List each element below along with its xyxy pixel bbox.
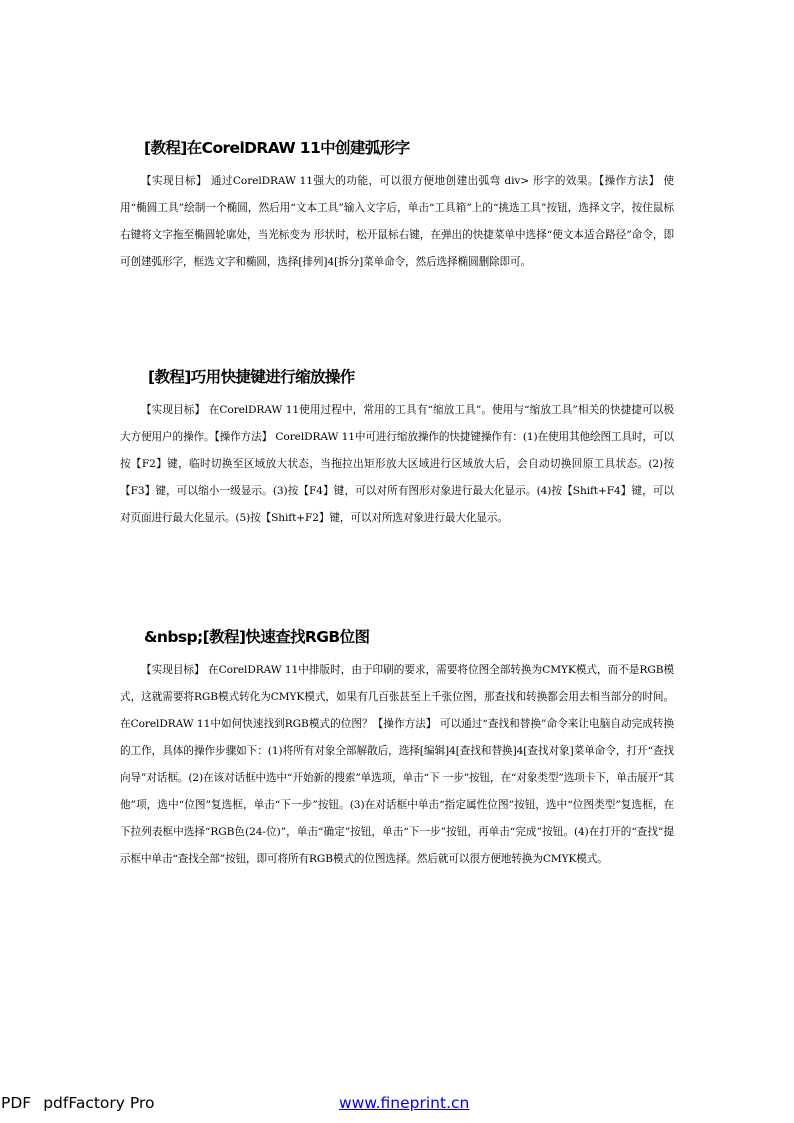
article-section	[120, 136, 674, 276]
article-body: 【实现目标】 在CorelDRAW 11使用过程中，常用的工具有“缩放工具”。使用与“缩放工具”相关的快捷捷可以极大方便用户的操作。【操作方法】 CorelDRAW 11中可进行缩放操作的快捷键操作有：(1)在使用其他绘图工具时，可以按【F2】键，临时切换至区域放大状态，当拖拉出矩形放大区域进行区域放大后，会自动切换回原工具状态。(2)按【F3】键，可以缩小一级显示。(3)按【F4】键，可以对所有图形对象进行最大化显示。(4)按【Shift+F4】键，可以对页面进行最大化显示。(5)按【Shift+F2】键，可以对所选对象进行最大化显示。	[120, 404, 674, 524]
footer-watermark	[1, 1092, 154, 1114]
article-body: 【实现目标】 在CorelDRAW 11中排版时，由于印刷的要求，需要将位图全部转换为CMYK模式，而不是RGB模式，这就需要将RGB模式转化为CMYK模式，如果有几百张甚至上千张位图，那查找和转换都会用去相当部分的时间。在CorelDRAW 11中如何快速找到RGB模式的位图？【操作方法】 可以通过“查找和替换”命令来让电脑自动完成转换的工作，具体的操作步骤如下：(1)将所有对象全部解散后，选择[编辑]4[查找和替换]4[查找对象]菜单命令，打开“查找向导”对话框。(2)在该对话框中选中“开始新的搜索”单选项，单击“下 一步”按钮，在“对象类型”选项卡下，单击展开“其他”项，选中“位图”复选框，单击“下一步”按钮。(3)在对话框中单击“指定属性位图”按钮，选中“位图类型”复选框，在下拉列表框中选择“RGB色(24-位)”，单击“确定”按钮，单击“下一步”按钮，再单击“完成”按钮。(4)在打开的“查找”提示框中单击“查找全部”按钮，即可将所有RGB模式的位图选择。然后就可以很方便地转换为CMYK模式。	[120, 664, 674, 865]
article-title: &nbsp;[教程]快速查找RGB位图	[144, 628, 370, 646]
footer-pdf-label: PDF	[1, 1094, 32, 1112]
footer-product-label: pdfFactory Pro	[43, 1094, 155, 1112]
article-section	[120, 365, 674, 532]
footer-website-link[interactable]: www.fineprint.cn	[339, 1094, 470, 1112]
article-body: 【实现目标】 通过CorelDRAW 11强大的功能，可以很方便地创建出弧弯 div> 形字的效果。【操作方法】 使用“椭圆工具”绘制一个椭圆，然后用“文本工具”输入文字后，单击“工具箱”上的“挑选工具”按钮，选择文字，按住鼠标右键将文字拖至椭圆轮廓处，当光标变为 形状时，松开鼠标右键，在弹出的快捷菜单中选择“使文本适合路径”命令，即可创建弧形字，框选文字和椭圆，选择[排列]4[拆分]菜单命令，然后选择椭圆删除即可。	[120, 175, 674, 268]
article-title: [教程]在CorelDRAW 11中创建弧形字	[144, 139, 410, 157]
article-section	[120, 625, 674, 873]
article-title: [教程]巧用快捷键进行缩放操作	[148, 368, 355, 386]
